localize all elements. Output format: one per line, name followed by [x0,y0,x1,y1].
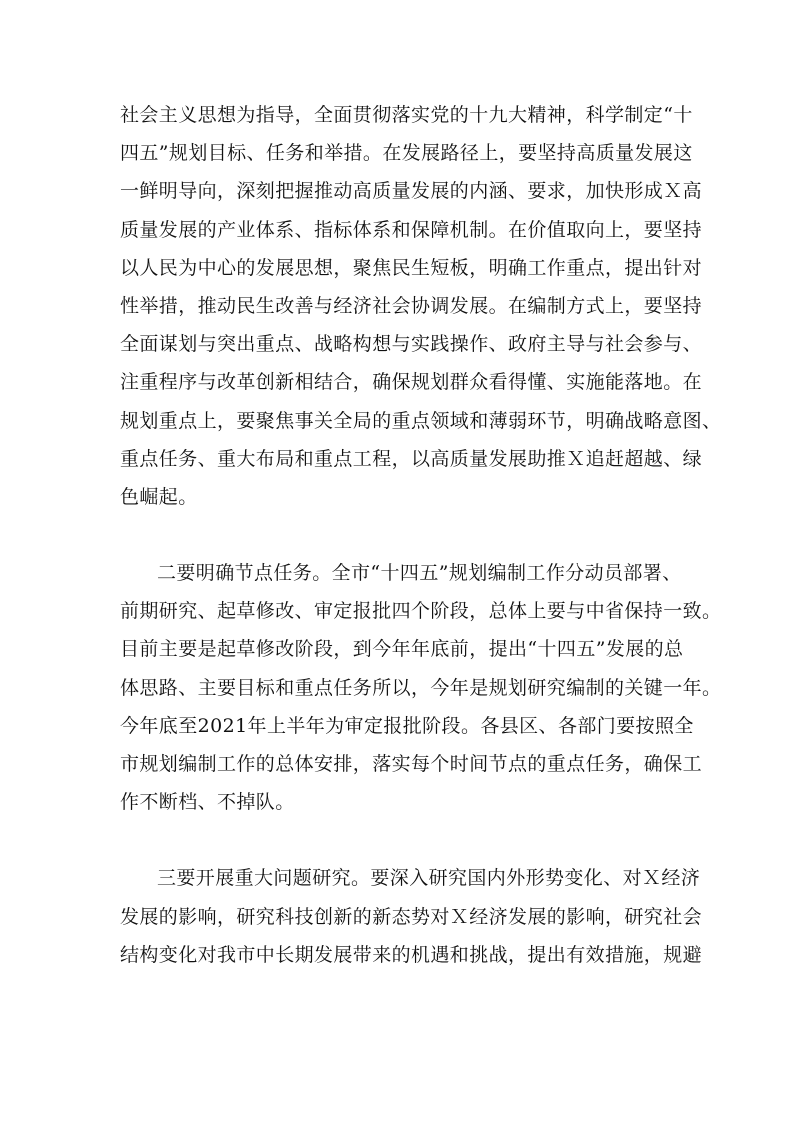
text-line: 一鲜明导向，深刻把握推动高质量发展的内涵、要求，加快形成Ｘ高 [120,180,703,203]
text-line: 重点任务、重大布局和重点工程，以高质量发展助推Ｘ追赶超越、绿 [120,447,703,470]
paragraph-milestone-tasks [120,554,722,821]
text-line: 前期研究、起草修改、审定报批四个阶段，总体上要与中省保持一致。 [120,600,722,623]
text-line: 发展的影响，研究科技创新的新态势对Ｘ经济发展的影响，研究社会 [120,905,703,928]
text-line: 质量发展的产业体系、指标体系和保障机制。在价值取向上，要坚持 [120,218,703,241]
text-line: 三要开展重大问题研究。要深入研究国内外形势变化、对Ｘ经济 [157,867,701,890]
text-line: 体思路、主要目标和重点任务所以，今年是规划研究编制的关键一年。 [120,676,722,699]
text-line: 全面谋划与突出重点、战略构想与实践操作、政府主导与社会参与、 [120,333,703,356]
paragraph-spacer [120,516,680,554]
text-line: 性举措，推动民生改善与经济社会协调发展。在编制方式上，要坚持 [120,294,703,317]
paragraph-spacer [120,821,680,859]
text-line: 四五”规划目标、任务和举措。在发展路径上，要坚持高质量发展这 [120,142,693,165]
text-line: 作不断档、不掉队。 [120,791,295,814]
text-line: 规划重点上，要聚焦事关全局的重点领域和薄弱环节，明确战略意图、 [120,409,722,432]
text-line: 色崛起。 [120,485,198,508]
text-line: 目前主要是起草修改阶段，到今年年底前，提出“十四五”发展的总 [120,638,684,661]
text-line: 今年底至2021年上半年为审定报批阶段。各县区、各部门要按照全 [120,714,694,737]
paragraph-major-issues-research [120,859,703,974]
text-line: 以人民为中心的发展思想，聚焦民生短板，明确工作重点，提出针对 [120,256,703,279]
text-line: 注重程序与改革创新相结合，确保规划群众看得懂、实施能落地。在 [120,371,703,394]
text-line: 结构变化对我市中长期发展带来的机遇和挑战，提出有效措施，规避 [120,943,703,966]
text-line: 社会主义思想为指导，全面贯彻落实党的十九大精神，科学制定“十 [120,104,693,126]
text-line: 市规划编制工作的总体安排，落实每个时间节点的重点任务，确保工 [120,753,703,775]
paragraph-planning-principles [120,96,722,516]
document-body [120,96,722,974]
text-line: 二要明确节点任务。全市“十四五”规划编制工作分动员部署、 [157,562,682,585]
